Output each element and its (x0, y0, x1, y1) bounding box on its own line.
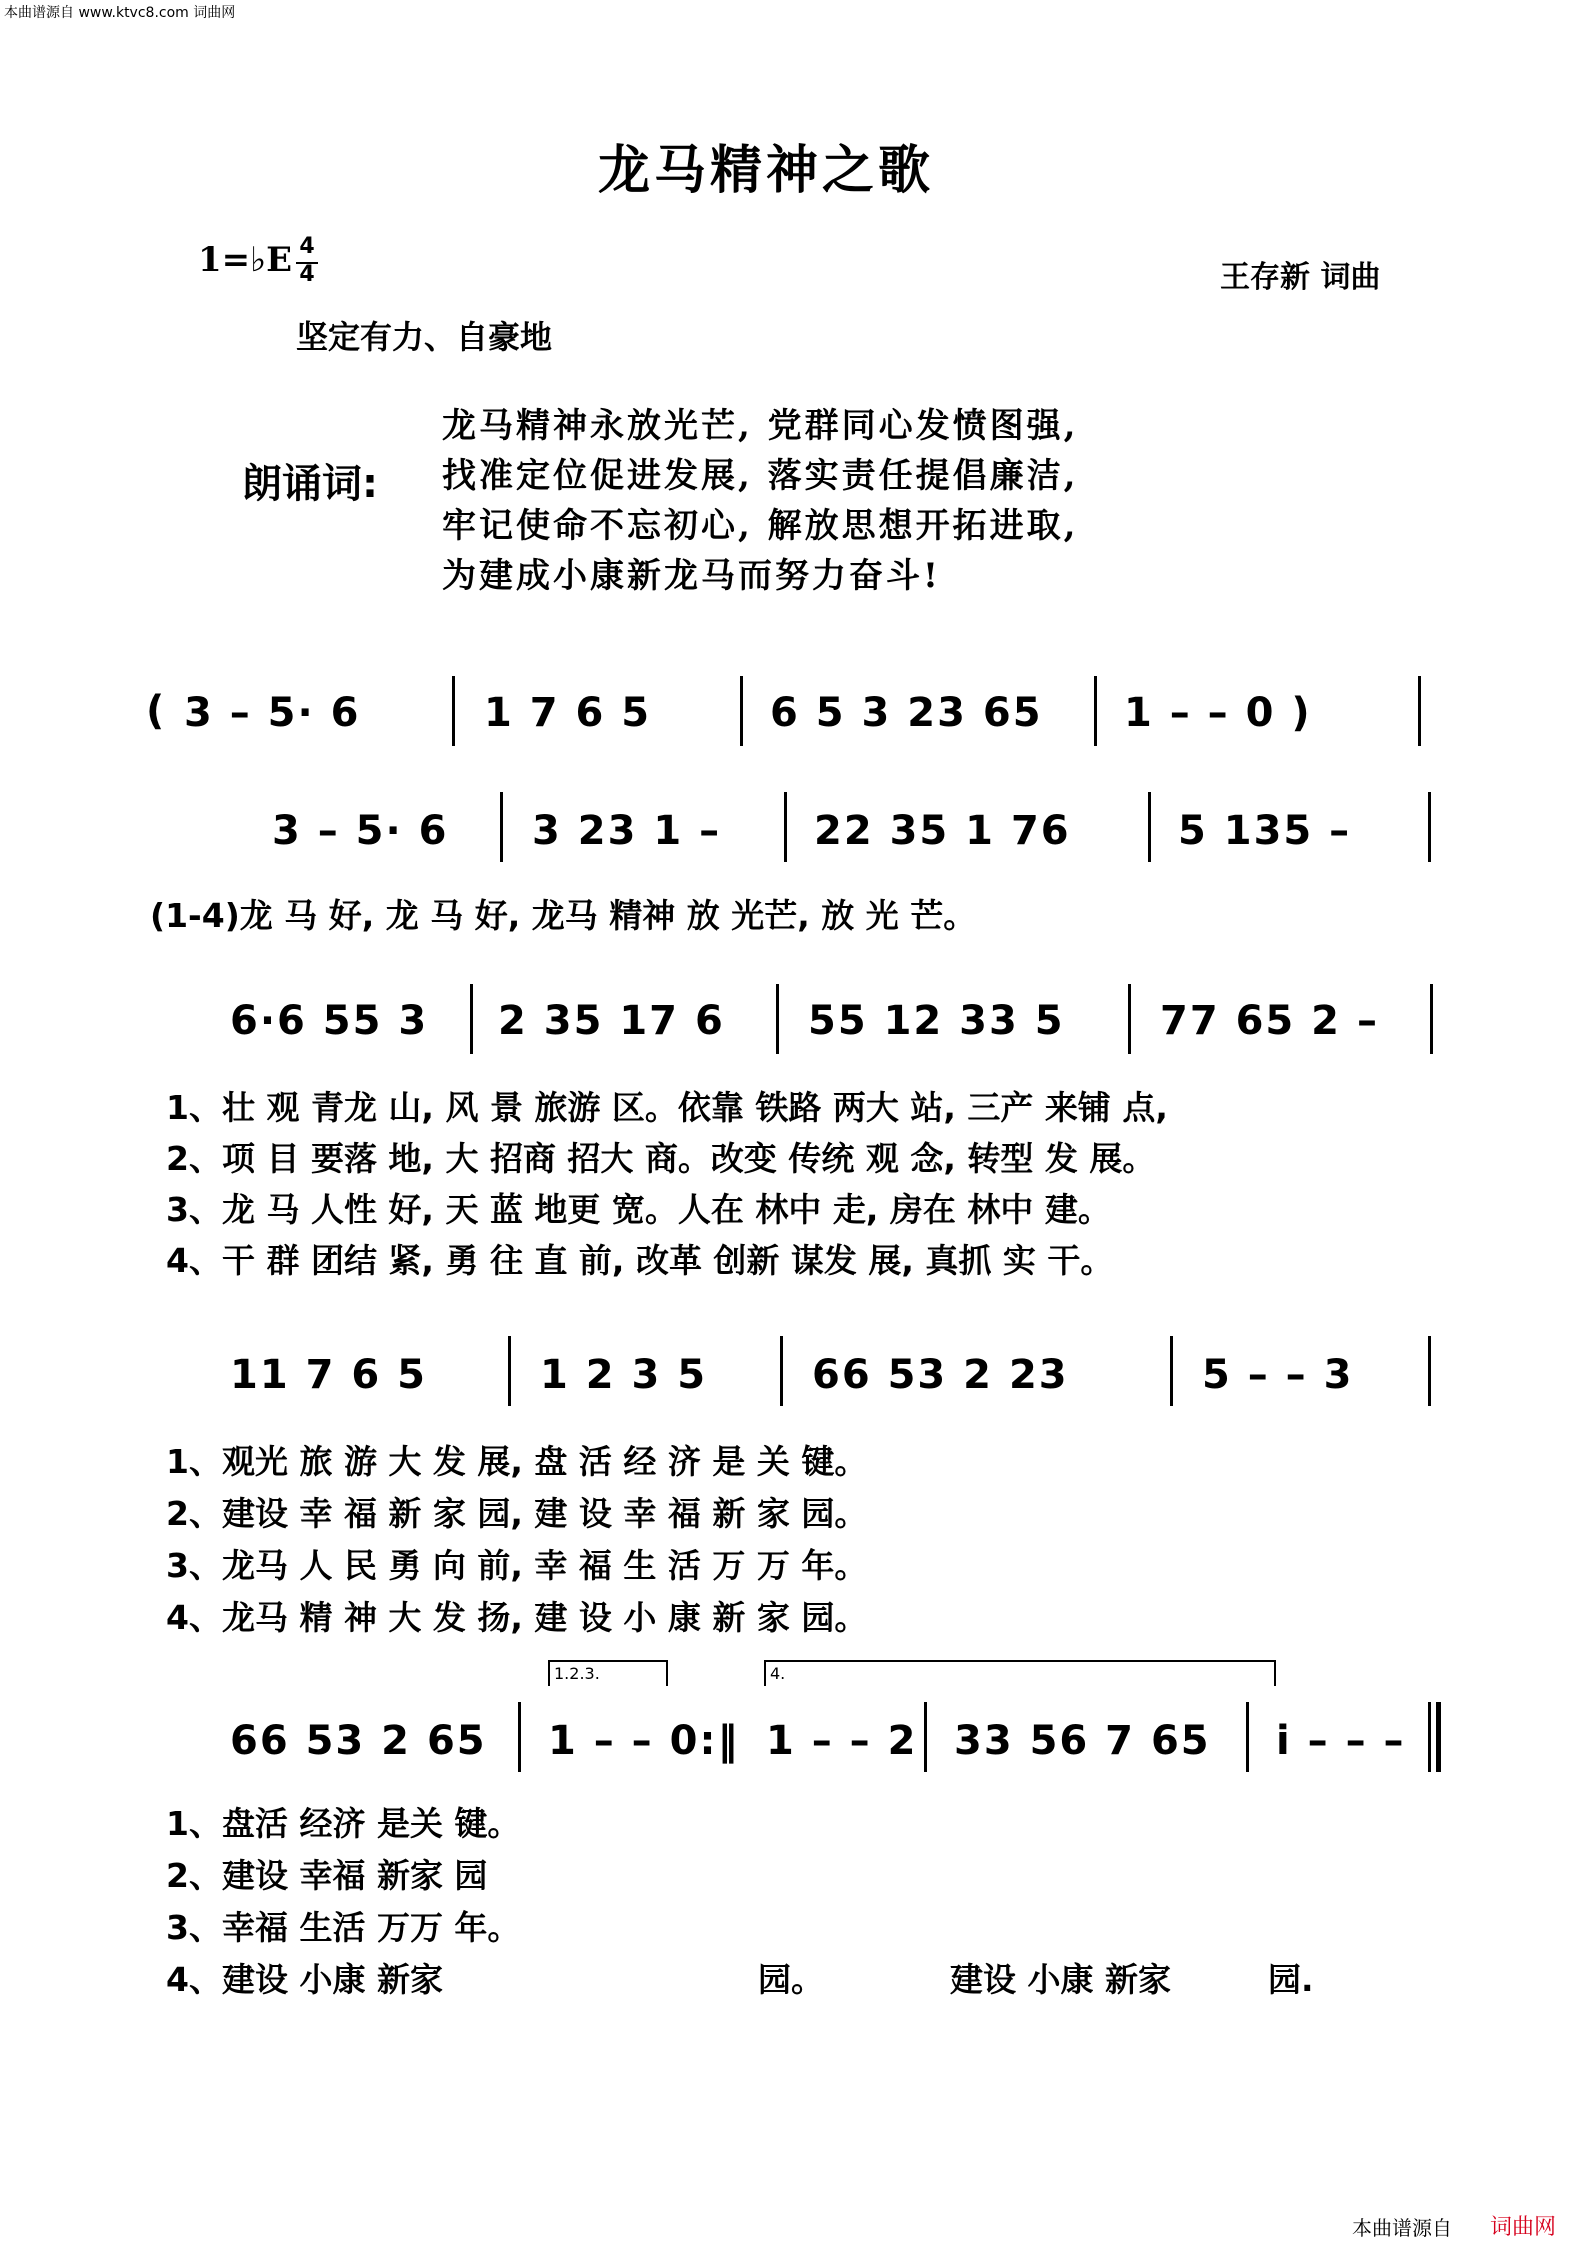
volta-bracket (548, 1660, 668, 1662)
song-title: 龙马精神之歌 (598, 141, 935, 201)
barline (1148, 792, 1151, 862)
recitation-line: 为建成小康新龙马而努力奋斗! (442, 556, 941, 596)
barline (1418, 676, 1421, 746)
barline (776, 984, 779, 1054)
measure: 6·6 55 3 (230, 998, 429, 1044)
time-sig-denominator: 4 (299, 262, 315, 287)
measure: 2 35 17 6 (498, 998, 725, 1044)
lyric-line: 2、项 目 要落 地, 大 招商 招大 商。改变 传统 观 念, 转型 发 展。 (166, 1139, 1156, 1178)
lyric-line: 1、盘活 经济 是关 键。 (166, 1804, 521, 1843)
measure: 11 7 6 5 (230, 1352, 427, 1398)
barline (784, 792, 787, 862)
measure: 3 – 5· 6 (272, 808, 449, 854)
lyric-fragment: 园。 (758, 1960, 824, 1999)
lyric-line: 4、建设 小康 新家 (166, 1960, 443, 1999)
recitation-line: 找准定位促进发展, 落实责任提倡廉洁, (442, 456, 1079, 496)
measure: 66 53 2 65 (230, 1718, 487, 1764)
key-signature: 1=♭E (198, 240, 293, 280)
barline (452, 676, 455, 746)
lyric-line: 3、龙 马 人性 好, 天 蓝 地更 宽。人在 林中 走, 房在 林中 建。 (166, 1190, 1111, 1229)
barline (740, 676, 743, 746)
barline (1428, 1702, 1431, 1772)
lyric-fragment: 建设 小康 新家 (950, 1960, 1171, 1999)
lyric-line: 2、建设 幸 福 新 家 园, 建 设 幸 福 新 家 园。 (166, 1494, 868, 1533)
measure: 3 – 5· 6 (184, 690, 361, 736)
barline (518, 1702, 521, 1772)
barline (500, 792, 503, 862)
barline (508, 1336, 511, 1406)
watermark-text: 本曲谱源自 www.ktvc8.com 词曲网 (4, 5, 236, 21)
lyric-line: 4、龙马 精 神 大 发 扬, 建 设 小 康 新 家 园。 (166, 1598, 868, 1637)
volta-bracket (764, 1660, 1276, 1662)
lyric-line: 4、干 群 团结 紧, 勇 往 直 前, 改革 创新 谋发 展, 真抓 实 干。 (166, 1241, 1114, 1280)
measure: 1 2 3 5 (540, 1352, 708, 1398)
barline (1428, 1336, 1431, 1406)
lyric-line: 2、建设 幸福 新家 园 (166, 1856, 488, 1895)
measure: 3 23 1 – (532, 808, 722, 854)
barline (1094, 676, 1097, 746)
barline (1170, 1336, 1173, 1406)
recitation-line: 牢记使命不忘初心, 解放思想开拓进取, (442, 506, 1079, 546)
measure: 1 – – 0:‖ (548, 1718, 740, 1764)
measure: 1 7 6 5 (484, 690, 652, 736)
measure: 66 53 2 23 (812, 1352, 1069, 1398)
measure: 55 12 33 5 (808, 998, 1065, 1044)
volta-bracket (1274, 1660, 1276, 1686)
recitation-line: 龙马精神永放光芒, 党群同心发愤图强, (442, 406, 1079, 446)
volta-label: 4. (770, 1664, 786, 1683)
final-barline (1436, 1702, 1441, 1772)
barline (780, 1336, 783, 1406)
barline (1430, 984, 1433, 1054)
barline (1428, 792, 1431, 862)
measure: 1 – – 0 ) (1124, 690, 1312, 736)
lyric-line: 1、观光 旅 游 大 发 展, 盘 活 经 济 是 关 键。 (166, 1442, 868, 1481)
tempo-marking: 坚定有力、自豪地 (296, 318, 553, 356)
recitation-label: 朗诵词: (242, 461, 378, 507)
lyric-line: 3、幸福 生活 万万 年。 (166, 1908, 521, 1947)
author-credit: 王存新 词曲 (1220, 260, 1381, 295)
barline (1128, 984, 1131, 1054)
volta-label: 1.2.3. (554, 1664, 600, 1683)
measure: 5 – – 3 (1202, 1352, 1354, 1398)
footer-source: 本曲谱源自 (1352, 2216, 1452, 2240)
measure: 1 – – 2 (766, 1718, 918, 1764)
open-paren: ( (146, 688, 167, 734)
volta-bracket (764, 1660, 766, 1686)
volta-bracket (548, 1660, 550, 1686)
barline (1246, 1702, 1249, 1772)
measure: 77 65 2 – (1160, 998, 1379, 1044)
lyric-line: 1、壮 观 青龙 山, 风 景 旅游 区。依靠 铁路 两大 站, 三产 来铺 点, (166, 1088, 1168, 1127)
lyric-fragment: 园. (1268, 1960, 1314, 1999)
time-sig-numerator: 4 (299, 234, 315, 259)
lyric-line: (1-4)龙 马 好, 龙 马 好, 龙马 精神 放 光芒, 放 光 芒。 (150, 896, 977, 935)
volta-bracket (666, 1660, 668, 1686)
measure: 6 5 3 23 65 (770, 690, 1043, 736)
measure: 33 56 7 65 (954, 1718, 1211, 1764)
measure: i – – – (1276, 1718, 1406, 1764)
barline (470, 984, 473, 1054)
measure: 22 35 1 76 (814, 808, 1071, 854)
measure: 5 135 – (1178, 808, 1352, 854)
footer-brand[interactable]: 词曲网 (1490, 2215, 1557, 2240)
lyric-line: 3、龙马 人 民 勇 向 前, 幸 福 生 活 万 万 年。 (166, 1546, 868, 1585)
barline (924, 1702, 927, 1772)
